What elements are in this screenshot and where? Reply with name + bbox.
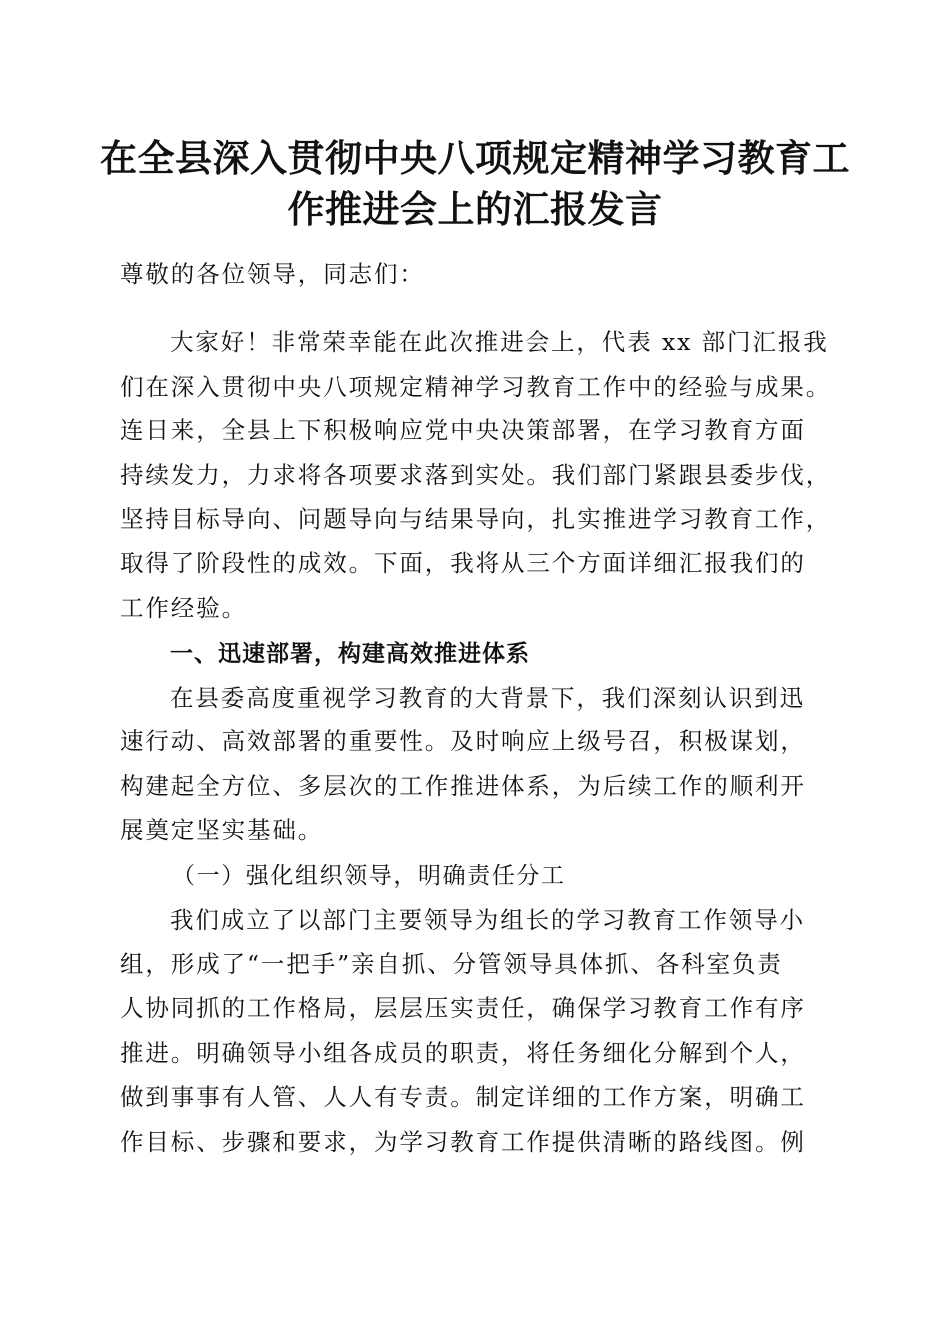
subsection1-line-3: 人协同抓的工作格局，层层压实责任，确保学习教育工作有序 <box>120 994 806 1022</box>
subsection1-line-6: 作目标、步骤和要求，为学习教育工作提供清晰的路线图。例 <box>120 1128 806 1156</box>
section-heading-1: 一、迅速部署，构建高效推进体系 <box>170 641 530 667</box>
document-title-line-2: 作推进会上的汇报发言 <box>287 187 663 231</box>
intro-line-4: 持续发力，力求将各项要求落到实处。我们部门紧跟县委步伐， <box>120 461 832 489</box>
intro-line-2: 们在深入贯彻中央八项规定精神学习教育工作中的经验与成果。 <box>120 373 832 401</box>
intro-line-6: 取得了阶段性的成效。下面，我将从三个方面详细汇报我们的 <box>120 549 806 577</box>
salutation: 尊敬的各位领导，同志们： <box>120 260 425 288</box>
subsection1-line-2: 组，形成了“一把手”亲自抓、分管领导具体抓、各科室负责 <box>120 950 783 978</box>
intro-line-5: 坚持目标导向、问题导向与结果导向，扎实推进学习教育工作， <box>120 505 832 533</box>
document-title-line-1: 在全县深入贯彻中央八项规定精神学习教育工 <box>100 136 850 180</box>
section1-line-2: 速行动、高效部署的重要性。及时响应上级号召，积极谋划， <box>120 727 806 755</box>
intro-line-7: 工作经验。 <box>120 594 247 622</box>
intro-line-3: 连日来，全县上下积极响应党中央决策部署，在学习教育方面 <box>120 416 806 444</box>
section1-line-3: 构建起全方位、多层次的工作推进体系，为后续工作的顺利开 <box>120 772 806 800</box>
subsection1-line-4: 推进。明确领导小组各成员的职责，将任务细化分解到个人， <box>120 1039 806 1067</box>
section1-line-1: 在县委高度重视学习教育的大背景下，我们深刻认识到迅 <box>170 684 805 712</box>
subsection1-line-5: 做到事事有人管、人人有专责。制定详细的工作方案，明确工 <box>120 1083 806 1111</box>
subsection-heading-1: （一）强化组织领导，明确责任分工 <box>172 863 566 889</box>
section1-line-4: 展奠定坚实基础。 <box>120 816 324 844</box>
intro-line-1: 大家好！非常荣幸能在此次推进会上，代表 xx 部门汇报我 <box>170 328 829 356</box>
subsection1-line-1: 我们成立了以部门主要领导为组长的学习教育工作领导小 <box>170 906 805 934</box>
